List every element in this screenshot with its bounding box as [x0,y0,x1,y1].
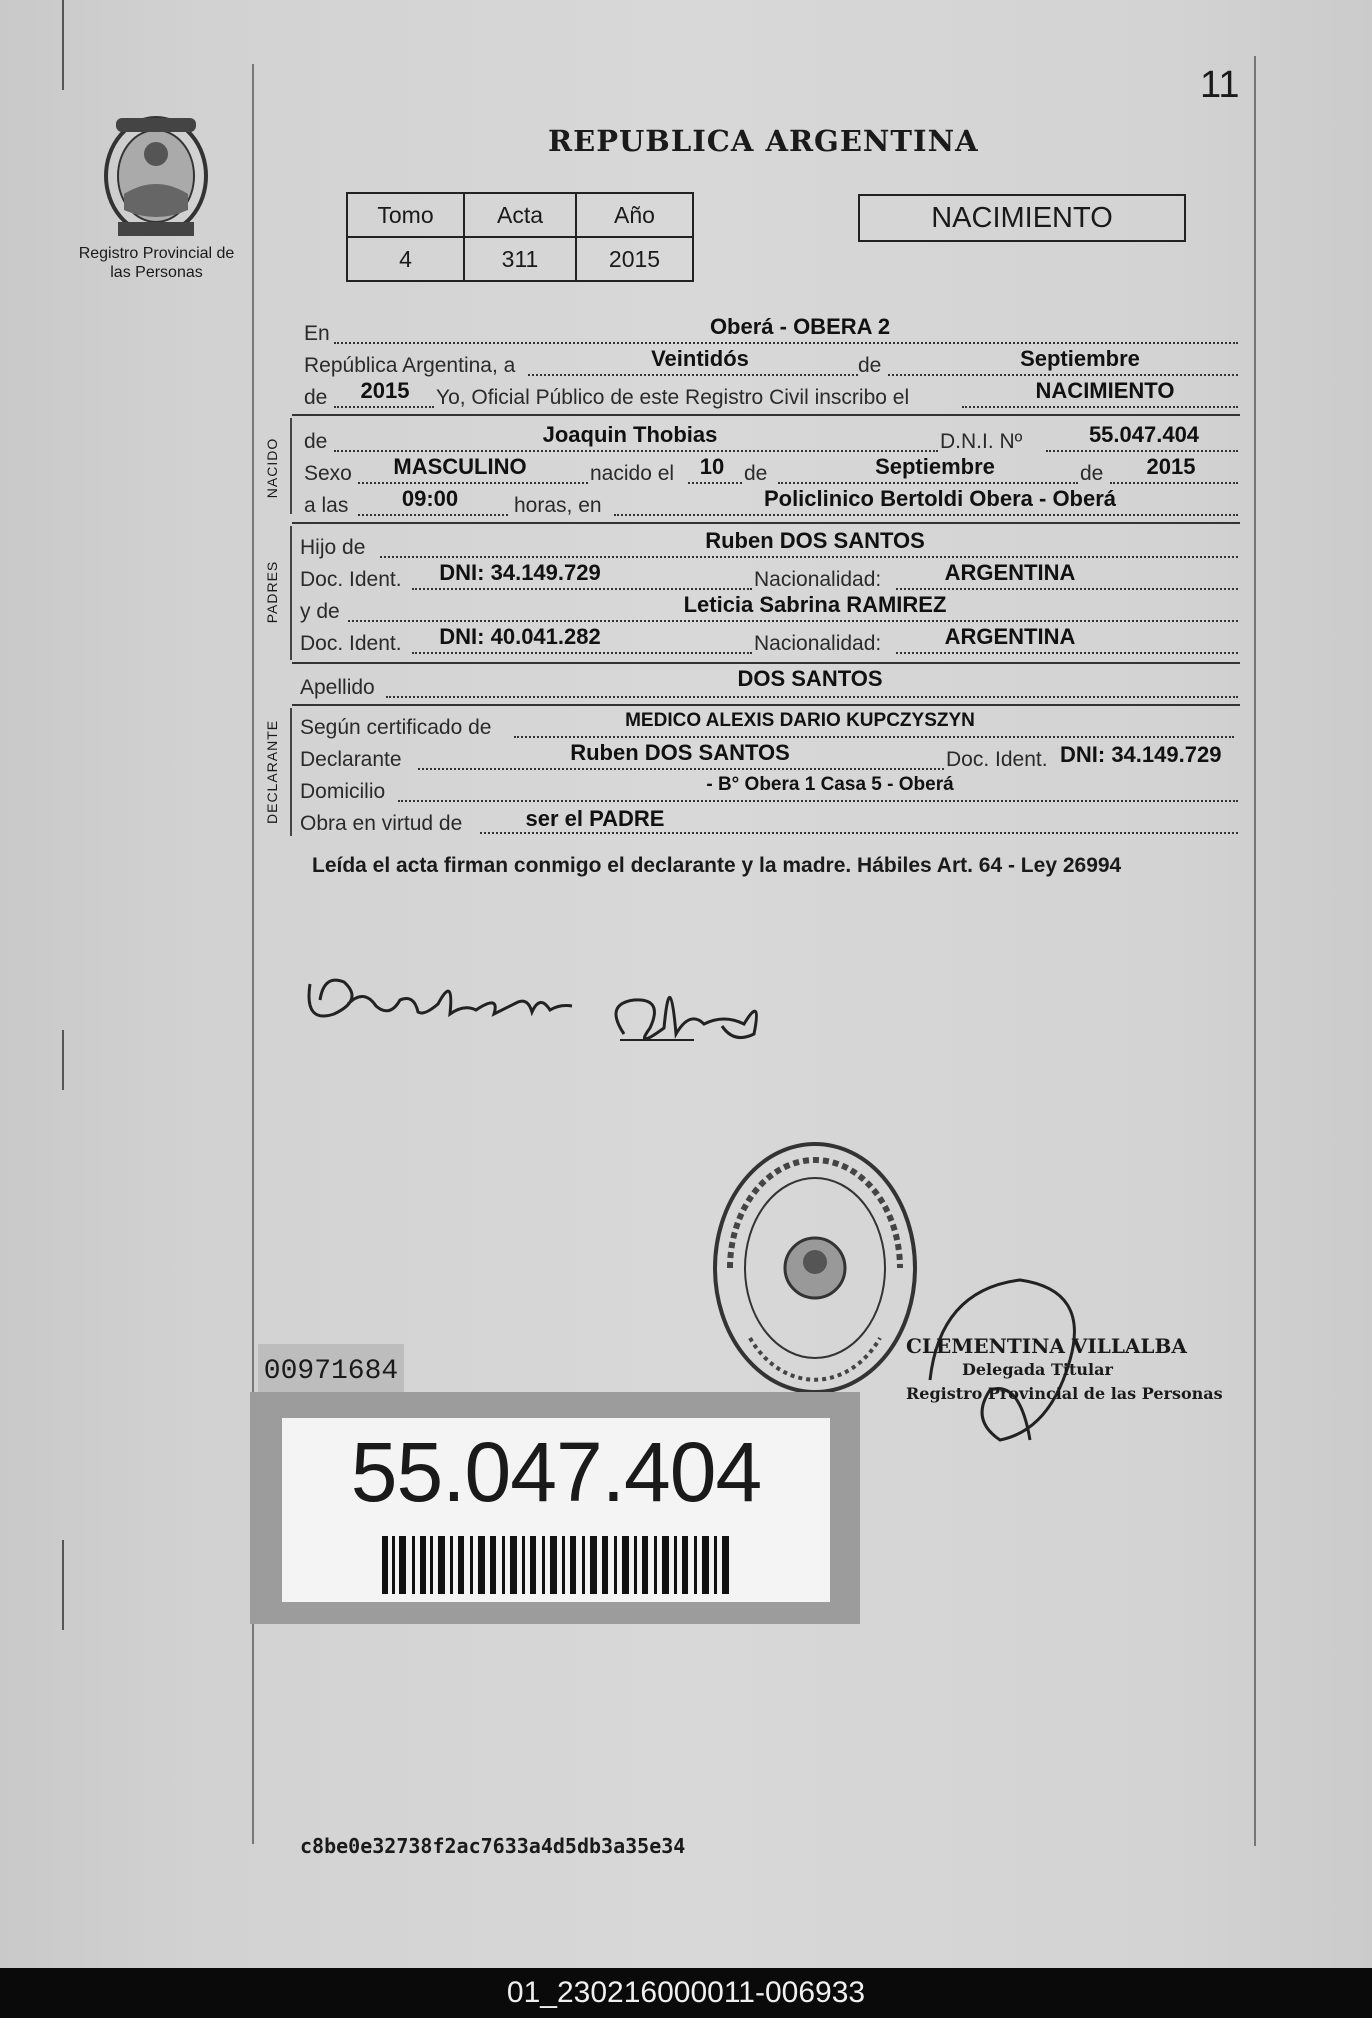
obra-value: ser el PADRE [525,806,665,831]
footer-code: 01_230216000011-006933 [0,1968,1372,2018]
registry-stamp-icon [710,1138,920,1398]
dni-sticker-inner [282,1418,830,1602]
sticker-number: 55.047.404 [350,1425,762,1519]
page-number: 11 [1200,64,1240,106]
declarant-doc-value: DNI: 34.149.729 [1060,742,1222,767]
mother-name-value: Leticia Sabrina RAMIREZ [683,592,947,617]
mother-doc-value: DNI: 40.041.282 [439,624,601,649]
country-title: REPUBLICA ARGENTINA [548,124,979,158]
de-label: de [744,462,768,485]
birth-year-value: 2015 [1146,454,1196,479]
child-dni-value: 55.047.404 [1088,422,1200,447]
margin-mark [62,0,64,90]
en-label: En [304,322,330,345]
meta-value-acta: 311 [464,237,576,281]
father-doc-value: DNI: 34.149.729 [439,560,601,585]
misiones-seal-icon [96,114,216,244]
father-nat-value: ARGENTINA [944,560,1076,585]
nacido-label: nacido el [590,462,675,485]
sexo-value: MASCULINO [393,454,527,479]
cert-value: MEDICO ALEXIS DARIO KUPCZYSZYN [625,710,975,731]
birth-day-value: 10 [699,454,725,479]
surname-value: DOS SANTOS [737,666,883,691]
right-border [1254,56,1256,1846]
act-value: NACIMIENTO [1035,378,1175,403]
meta-value-tomo: 4 [347,237,464,281]
republica-label: República Argentina, a [304,354,516,377]
place-value: Oberá - OBERA 2 [709,314,891,339]
closing-statement: Leída el acta firman conmigo el declarante y la madre. Hábiles Art. 64 - Ley 26994 [312,854,1122,877]
declarante-label: Declarante [300,748,402,771]
meta-header-ano: Año [576,193,693,237]
domicile-value: - B° Obera 1 Casa 5 - Oberá [706,774,954,795]
margin-mark [62,1540,64,1630]
doc-label: Doc. Ident. [300,632,402,655]
registry-name: Registro Provincial de las Personas [78,245,235,281]
apellido-label: Apellido [300,676,375,699]
cert-label: Según certificado de [300,716,492,739]
yo-label: Yo, Oficial Público de este Registro Civil inscribo el [436,386,910,409]
birth-place-value: Policlinico Bertoldi Obera - Oberá [763,486,1117,511]
meta-header-acta: Acta [464,193,576,237]
child-name-value: Joaquin Thobias [542,422,718,447]
control-number: 00971684 [258,1344,404,1400]
doc-label: Doc. Ident. [300,568,402,591]
month-value: Septiembre [1020,346,1140,371]
nacido-section-label: NACIDO [264,437,280,499]
barcode-icon [382,1536,732,1594]
horas-label: horas, en [514,494,602,517]
dni-sticker [250,1392,860,1624]
margin-mark [62,1030,64,1090]
nacionalidad-label: Nacionalidad: [754,568,882,591]
year-value: 2015 [360,378,410,403]
record-type-box: NACIMIENTO [858,194,1186,242]
declarant-value: Ruben DOS SANTOS [570,740,790,765]
obra-label: Obra en virtud de [300,812,463,835]
padres-section-label: PADRES [264,560,280,624]
birth-time-value: 09:00 [401,486,459,511]
de-label: de [1080,462,1104,485]
de-label: de [858,354,882,377]
document-hash: c8be0e32738f2ac7633a4d5db3a35e34 [300,1834,686,1858]
meta-header-tomo: Tomo [347,193,464,237]
birth-month-value: Septiembre [875,454,995,479]
official-org: Registro Provincial de las Personas [906,1384,1223,1403]
meta-value-ano: 2015 [576,237,693,281]
declarante-section-label: DECLARANTE [264,719,280,824]
father-name-value: Ruben DOS SANTOS [705,528,925,553]
official-block [906,1334,1223,1406]
domicilio-label: Domicilio [300,780,386,803]
doc-label: Doc. Ident. [946,748,1048,771]
yde-label: y de [300,600,340,623]
de-label: de [304,430,328,453]
de2-label: de [304,386,328,409]
day-value: Veintidós [651,346,749,371]
hijo-label: Hijo de [300,536,366,559]
declarant-signature [304,954,784,1054]
official-name: CLEMENTINA VILLALBA [906,1334,1187,1358]
alas-label: a las [304,494,349,517]
sexo-label: Sexo [304,462,352,485]
mother-nat-value: ARGENTINA [944,624,1076,649]
official-role: Delegada Titular [962,1360,1113,1379]
dni-label: D.N.I. Nº [940,430,1023,453]
nacionalidad-label: Nacionalidad: [754,632,882,655]
record-meta-table [346,192,694,282]
